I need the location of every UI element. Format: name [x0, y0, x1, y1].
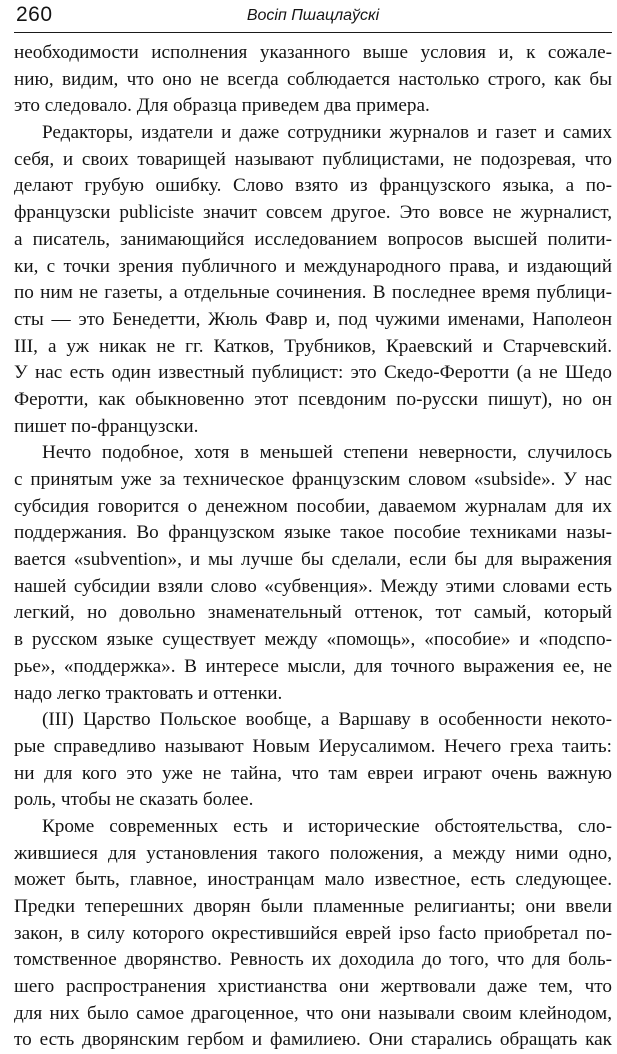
- book-page: [14, 0, 612, 1051]
- text-line: пишет по-французски.: [14, 415, 199, 437]
- text-line: (III) Царство Польское вообще, а Варшаву в особенности некото-: [42, 709, 612, 731]
- text-line: Предки теперешних дворян были пламенные религианты; они ввели: [14, 896, 612, 917]
- text-line: жившиеся для установления такого положения, а между ними одно,: [14, 842, 612, 864]
- text-line: по ним не газеты, а отдельные сочинения. В последнее время публици-: [14, 282, 612, 304]
- text-line: вается «subvention», и мы лучше бы сделали, если бы для выражения: [14, 549, 612, 571]
- text-line: Кроме современных есть и исторические обстоятельства, сло-: [42, 815, 612, 837]
- running-title: Восіп Пшацлаўскі: [246, 7, 380, 24]
- text-line: для них было самое драгоценное, что они называли своим клейнодом,: [14, 1002, 612, 1024]
- text-line: может быть, главное, иностранцам мало известное, есть следующее.: [14, 869, 612, 891]
- text-line: делают грубую ошибку. Слово взято из французского языка, а по-: [14, 175, 612, 197]
- text-line: это следовало. Для образца приведем два примера.: [14, 95, 430, 117]
- page-number: 260: [16, 3, 53, 26]
- text-line: в русском языке существует между «помощь», «пособие» и «подспо-: [14, 629, 612, 651]
- text-line: необходимости исполнения указанного выше условия и, к сожале-: [14, 42, 612, 63]
- text-line: а писатель, занимающийся исследованием вопросов высшей полити-: [14, 228, 612, 250]
- text-line: субсидия говорится о денежном пособии, даваемом журналам для их: [14, 495, 612, 517]
- text-line: рые справедливо называют Новым Иерусалимом. Нечего греха таить:: [14, 735, 612, 757]
- text-line: поддержания. Во французском языке такое пособие техниками назы-: [14, 522, 612, 544]
- text-line: шего распространения христианства они жертвовали даже тем, что: [14, 976, 612, 998]
- text-line: сты — это Бенедетти, Жюль Фавр и, под чужими именами, Наполеон: [14, 308, 612, 330]
- text-line: надо легко трактовать и оттенки.: [14, 682, 283, 704]
- text-line: с принятым уже за техническое французским словом «subside». У нас: [14, 469, 612, 490]
- text-line: легкий, но довольно знаменательный оттенок, тот самый, который: [14, 602, 612, 624]
- body-text: [14, 40, 612, 1054]
- text-line: Нечто подобное, хотя в меньшей степени неверности, случилось: [42, 442, 612, 464]
- text-line: ни для кого это уже не тайна, что там евреи играют очень важную: [14, 762, 612, 784]
- text-line: Феротти, как обыкновенно этот псевдоним по-русски пишут), но он: [14, 388, 612, 410]
- text-line: III, а уж никак не гг. Катков, Трубников, Краевский и Старчевский.: [14, 335, 612, 357]
- text-line: У нас есть один известный публицист: это Скедо-Феротти (а не Шедо: [14, 362, 612, 384]
- text-line: французски publiciste значит совсем другое. Это вовсе не журналист,: [14, 202, 612, 224]
- text-line: себя, и своих товарищей называют публицистами, не подозревая, что: [14, 148, 612, 170]
- text-line: ки, с точки зрения публичного и международного права, и издающий: [14, 255, 612, 277]
- text-line: нашей субсидии взяли слово «субвенция». Между этими словами есть: [14, 575, 612, 597]
- text-line: нию, видим, что оно не всегда соблюдается настолько строго, как бы: [14, 68, 612, 90]
- text-line: томственное дворянство. Ревность их доходила до того, что для боль-: [14, 949, 612, 971]
- text-line: то есть дворянским гербом и фамилиею. Они старались обращать как: [14, 1029, 612, 1051]
- running-head: [14, 0, 612, 33]
- text-line: Редакторы, издатели и даже сотрудники журналов и газет и самих: [42, 122, 612, 144]
- text-line: закон, в силу которого окрестившийся еврей ipso facto приобретал по-: [14, 922, 612, 944]
- text-line: роль, чтобы не сказать более.: [14, 789, 254, 811]
- text-line: рье», «поддержка». В интересе мысли, для точного выражения ее, не: [14, 655, 612, 677]
